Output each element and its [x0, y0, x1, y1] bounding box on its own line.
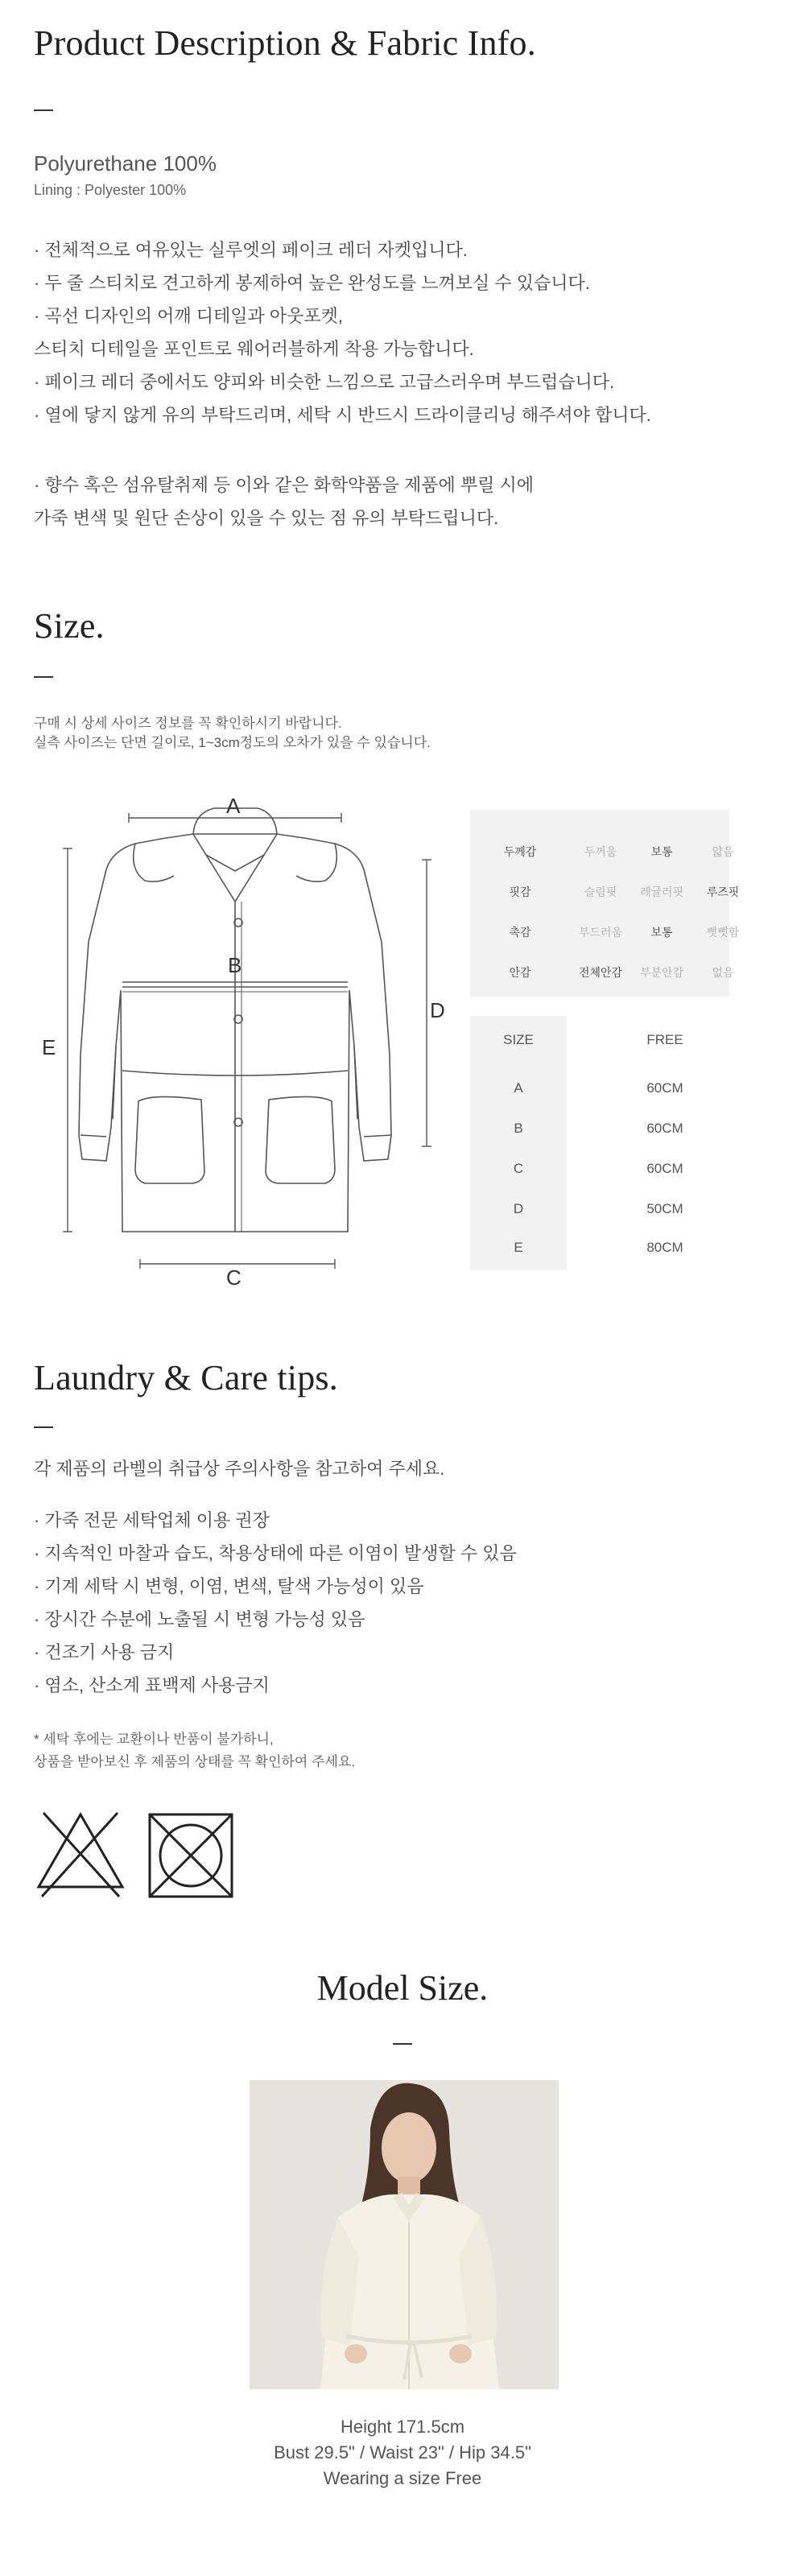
feel-option-selected: 전체안감	[578, 966, 623, 979]
size-table-key-column	[470, 1016, 567, 1270]
model-measurements: Bust 29.5" / Waist 23" / Hip 34.5"	[274, 2442, 531, 2462]
no-tumble-dry-icon	[147, 1811, 235, 1900]
size-table-key: A	[514, 1080, 523, 1096]
lining-composition: Lining : Polyester 100%	[34, 182, 187, 198]
bullet-item: · 곡선 디자인의 어깨 디테일과 아웃포켓,	[34, 306, 344, 326]
size-table-header-free: FREE	[646, 1032, 683, 1047]
product-notes	[34, 469, 534, 535]
size-table-key: D	[513, 1201, 524, 1216]
dimension-label-a: A	[226, 794, 241, 818]
fabric-composition: Polyurethane 100%	[34, 151, 217, 175]
laundry-bullet: · 기계 세탁 시 변형, 이염, 변색, 탈색 가능성이 있음	[34, 1576, 424, 1596]
feel-option: 부분안감	[639, 966, 684, 979]
feel-option: 부드러움	[578, 926, 623, 939]
model-divider	[393, 2043, 412, 2045]
fabric-feel-table	[470, 810, 740, 997]
dimension-label-b: B	[228, 953, 242, 977]
dimension-label-e: E	[42, 1035, 56, 1059]
feel-label: 두께감	[503, 845, 537, 858]
feel-label: 촉감	[509, 926, 531, 939]
note-item: 가죽 변색 및 원단 손상이 있을 수 있는 점 유의 부탁드립니다.	[34, 508, 499, 528]
feel-label: 핏감	[509, 886, 531, 898]
bullet-item: · 전체적으로 여유있는 실루엣의 페이크 레더 자켓입니다.	[34, 240, 468, 260]
feel-option: 없음	[712, 966, 734, 979]
laundry-bullet: · 장시간 수분에 노출될 시 변형 가능성 있음	[34, 1609, 365, 1629]
feel-option: 슬림핏	[584, 886, 617, 898]
size-table-key: C	[513, 1161, 524, 1176]
size-table-header-size: SIZE	[503, 1032, 534, 1047]
bullet-item: · 페이크 레더 중에서도 양피와 비슷한 느낌으로 고급스러우며 부드럽습니다.	[34, 372, 615, 392]
size-table-value: 60CM	[646, 1161, 683, 1176]
bullet-item: · 열에 닿지 않게 유의 부탁드리며, 세탁 시 반드시 드라이클리닝 해주셔야 합니다.	[34, 405, 651, 425]
size-table-value: 60CM	[646, 1121, 683, 1136]
feel-option-selected: 보통	[650, 926, 673, 939]
no-bleach-icon	[34, 1806, 127, 1900]
laundry-bullet: · 건조기 사용 금지	[34, 1642, 175, 1662]
size-title: Size.	[34, 606, 105, 646]
bullet-item: · 두 줄 스티치로 견고하게 봉제하여 높은 완성도를 느껴보실 수 있습니다.	[34, 273, 590, 293]
product-bullets	[34, 233, 651, 431]
note-item: · 향수 혹은 섬유탈취제 등 이와 같은 화학약품을 제품에 뿌릴 시에	[34, 475, 535, 495]
laundry-divider	[34, 1426, 53, 1428]
size-table-value: 80CM	[646, 1240, 683, 1255]
size-table-value: 60CM	[646, 1080, 683, 1096]
size-table-key: E	[514, 1240, 523, 1255]
title-divider	[34, 109, 53, 111]
laundry-title: Laundry & Care tips.	[34, 1358, 338, 1397]
feel-option: 레귤러핏	[639, 886, 684, 898]
feel-option: 뻣뻣함	[706, 926, 740, 939]
laundry-intro: 각 제품의 라벨의 취급상 주의사항을 참고하여 주세요.	[34, 1459, 445, 1479]
laundry-note-line: 상품을 받아보신 후 제품의 상태를 꼭 확인하여 주세요.	[34, 1754, 356, 1769]
jacket-size-diagram	[32, 781, 451, 1304]
feel-label: 안감	[509, 966, 531, 979]
product-title: Product Description & Fabric Info.	[34, 23, 536, 63]
size-divider	[34, 676, 53, 678]
dimension-label-d: D	[430, 998, 445, 1022]
laundry-bullet: · 가죽 전문 세탁업체 이용 권장	[34, 1510, 270, 1530]
laundry-bullets	[34, 1504, 517, 1702]
size-notice-line: 실측 사이즈는 단면 길이로, 1~3cm정도의 오차가 있을 수 있습니다.	[34, 735, 431, 750]
model-title: Model Size.	[316, 1968, 489, 2008]
feel-option-selected: 보통	[650, 845, 673, 858]
model-wearing-size: Wearing a size Free	[323, 2468, 482, 2488]
laundry-bullet: · 지속적인 마찰과 습도, 착용상태에 따른 이염이 발생할 수 있음	[34, 1543, 517, 1563]
size-table-value: 50CM	[646, 1201, 683, 1216]
model-illustration	[250, 2080, 559, 2389]
size-notice-line: 구매 시 상세 사이즈 정보를 꼭 확인하시기 바랍니다.	[34, 716, 342, 731]
feel-option: 두꺼움	[584, 845, 617, 858]
model-height: Height 171.5cm	[340, 2417, 465, 2437]
laundry-note-line: * 세탁 후에는 교환이나 반품이 불가하니,	[34, 1732, 274, 1747]
dimension-label-c: C	[226, 1265, 242, 1290]
model-photo	[250, 2080, 559, 2389]
feel-option: 얇음	[712, 845, 734, 858]
feel-option-selected: 루즈핏	[706, 886, 740, 898]
bullet-item: 스티치 디테일을 포인트로 웨어러블하게 착용 가능합니다.	[34, 339, 474, 359]
laundry-bullet: · 염소, 산소계 표백제 사용금지	[34, 1675, 270, 1695]
size-table-key: B	[514, 1121, 523, 1136]
